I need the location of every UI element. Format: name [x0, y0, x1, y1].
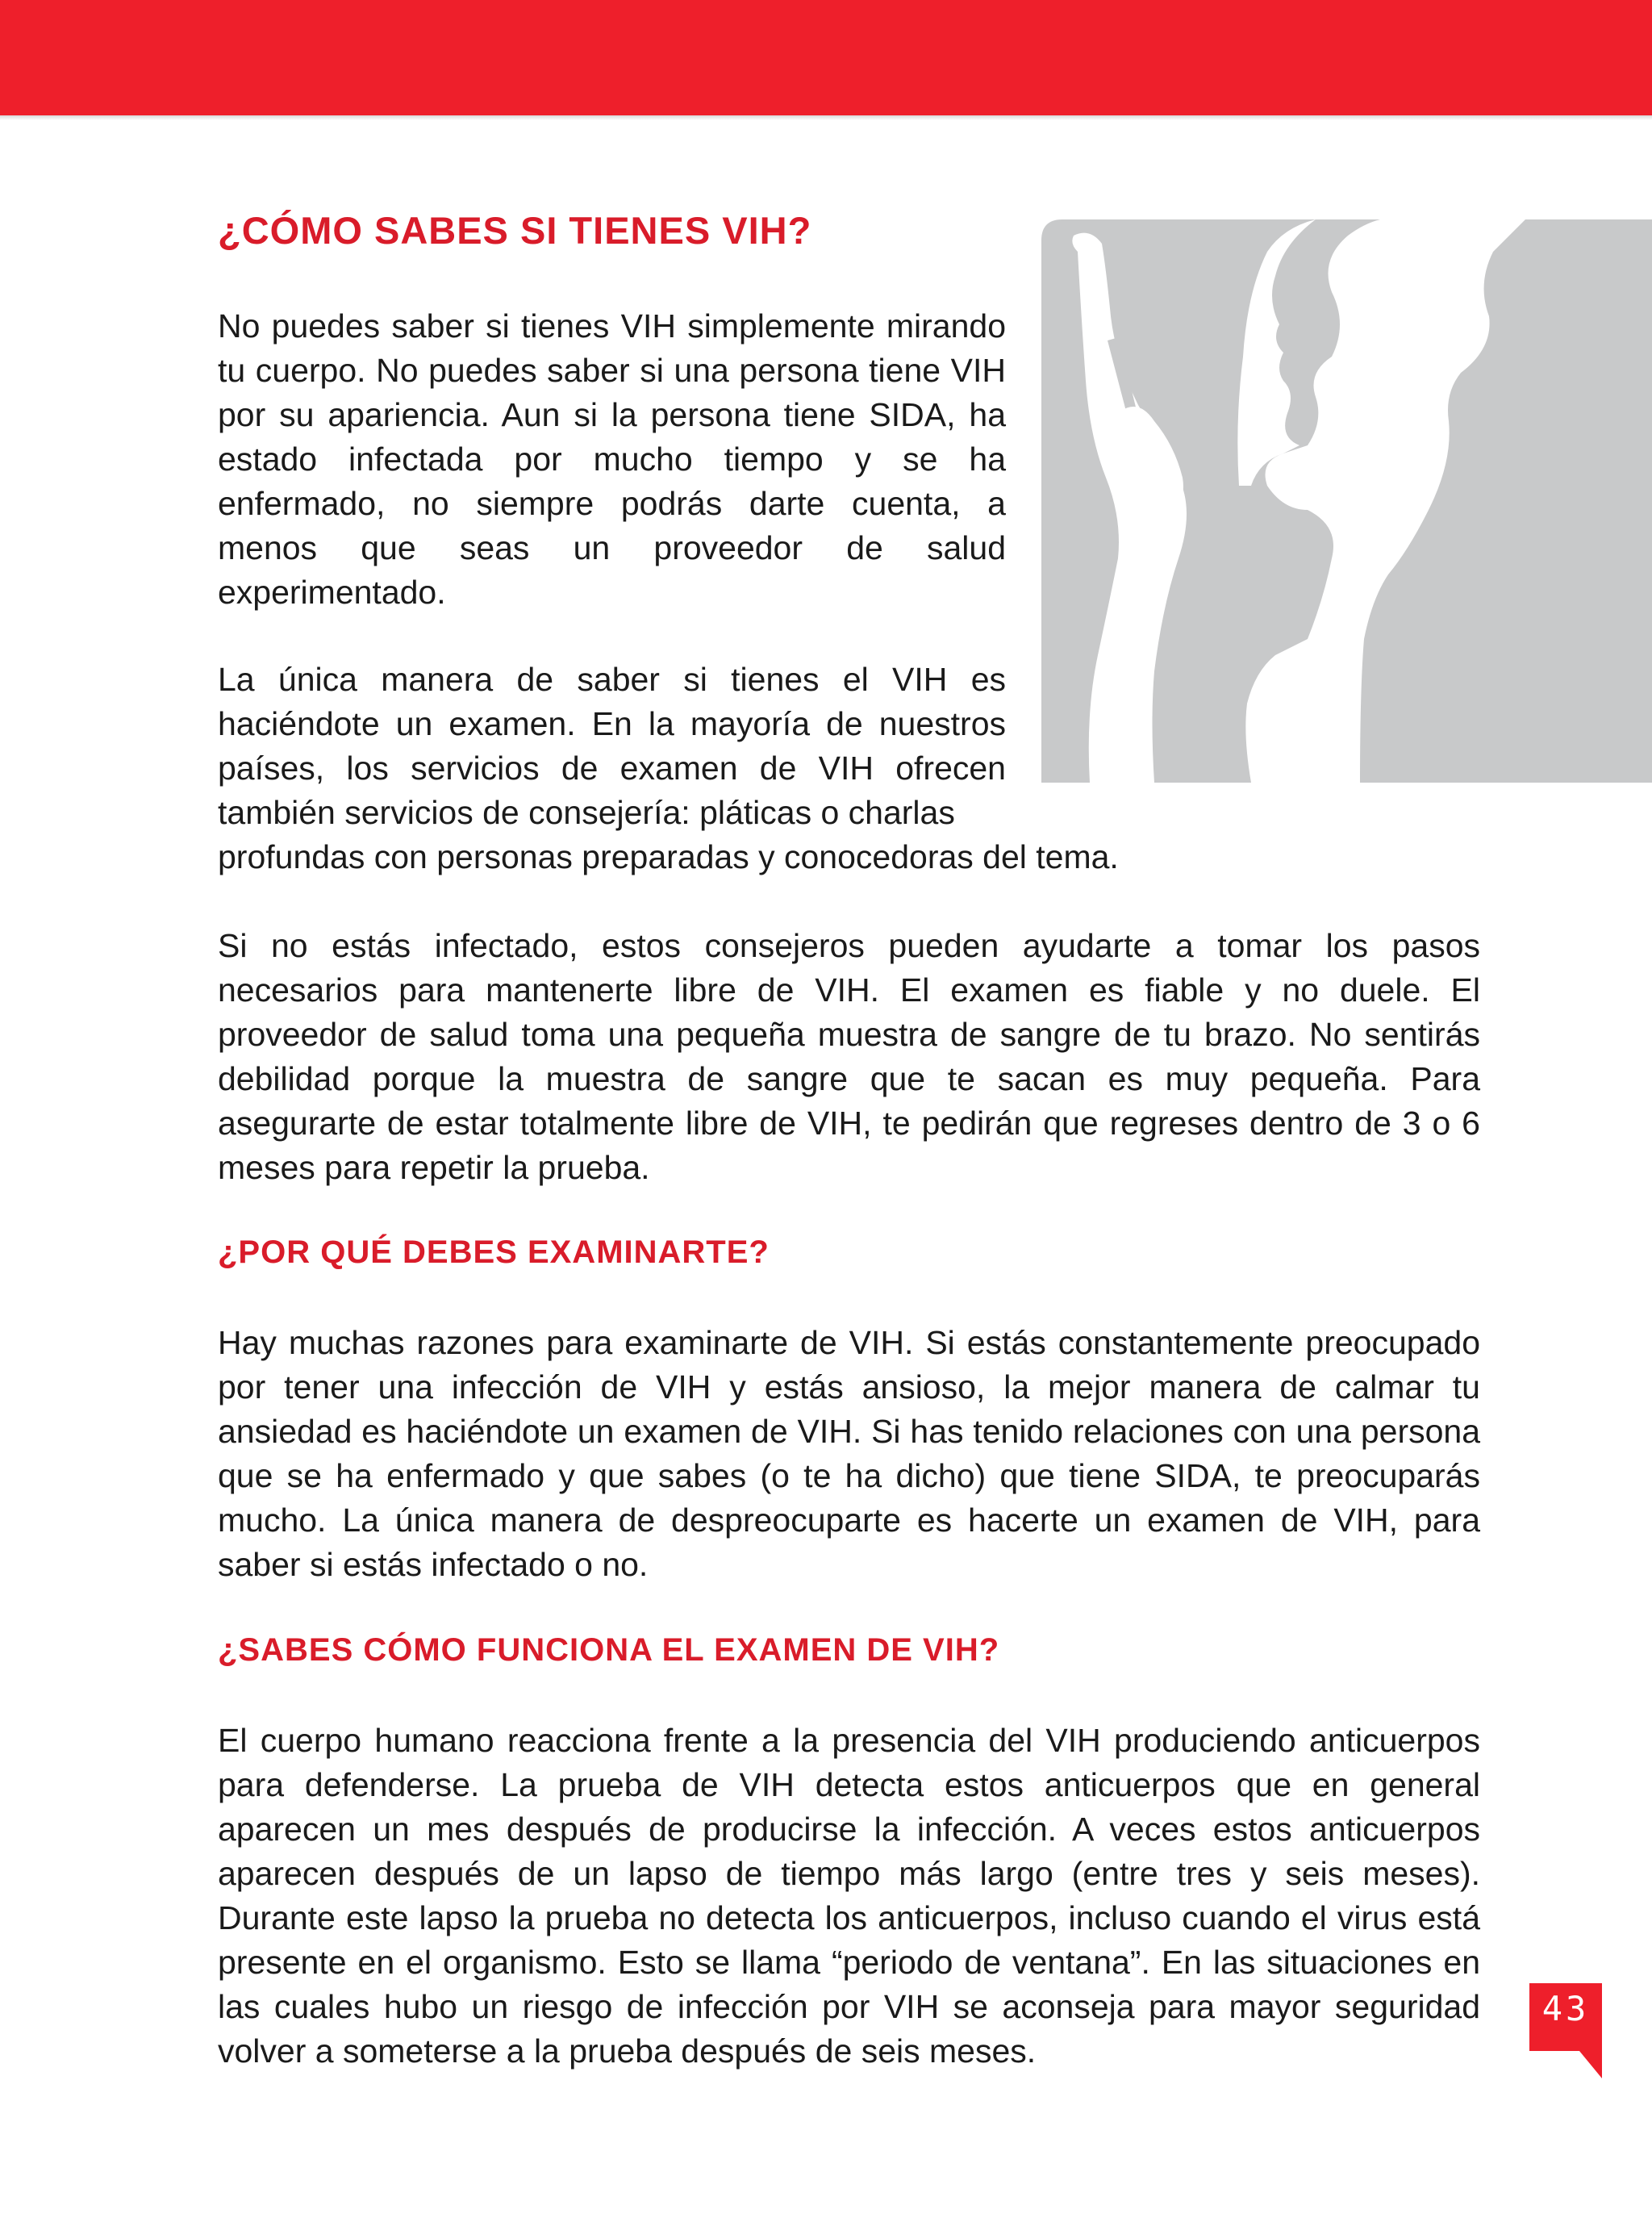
heading-why-test: ¿POR QUÉ DEBES EXAMINARTE?: [218, 1234, 770, 1270]
paragraph-reasons: Hay muchas razones para examinarte de VIH. Si estás constantemente preocupado por tener una infección de VIH y estás ansioso, la mejor manera de calmar tu ansiedad es haciéndote un examen de VIH. Si has tenido relaciones con una persona que se ha enfermado y que sabes (o te ha dicho) que tiene SIDA, te preocuparás mucho. La única manera de despreocuparte es hacerte un examen de VIH, para saber si estás infectado o no.: [218, 1324, 1480, 1583]
paragraph-counselors: Si no estás infectado, estos consejeros pueden ayudarte a tomar los pasos necesarios para mantenerte libre de VIH. El examen es fiable y no duele. El proveedor de salud toma una pequeña muestra de sangre de tu brazo. No sentirás debilidad porque la muestra de sangre que te sacan es muy pequeña. Para asegurarte de estar totalmente libre de VIH, te pedirán que regreses dentro de 3 o 6 meses para repetir la prueba.: [218, 927, 1480, 1186]
banner-shadow: [0, 115, 1652, 120]
page-number: 43: [1541, 1989, 1590, 2028]
blood-test-silhouette-illustration: [1041, 219, 1652, 783]
top-red-banner: [0, 0, 1652, 115]
heading-how-test-works: ¿SABES CÓMO FUNCIONA EL EXAMEN DE VIH?: [218, 1632, 1000, 1668]
heading-how-to-know: ¿CÓMO SABES SI TIENES VIH?: [218, 209, 812, 252]
paragraph-appearance: No puedes saber si tienes VIH simplemente mirando tu cuerpo. No puedes saber si una persona tiene VIH por su apariencia. Aun si la persona tiene SIDA, ha estado infectada por mucho tiempo y se ha enfermado, no siempre podrás darte cuenta, a menos que seas un proveedor de salud experimentado.: [218, 307, 1006, 611]
paragraph-only-way-end: profundas con personas preparadas y conocedoras del tema.: [218, 838, 1119, 875]
paragraph-only-way: [218, 658, 1119, 879]
paragraph-window-period: El cuerpo humano reacciona frente a la presencia del VIH produciendo anticuerpos para defenderse. La prueba de VIH detecta estos anticuerpos que en general aparecen un mes después de producirse la infección. A veces estos anticuerpos aparecen después de un lapso de tiempo más largo (entre tres y seis meses). Durante este lapso la prueba no detecta los anticuerpos, incluso cuando el virus está presente en el organismo. Esto se llama “periodo de ventana”. En las situaciones en las cuales hubo un riesgo de infección por VIH se aconseja para mayor seguridad volver a someterse a la prueba después de seis meses.: [218, 1722, 1480, 2070]
paragraph-only-way-main: La única manera de saber si tienes el VIH es haciéndote un examen. En la mayoría de nuestros países, los servicios de examen de VIH ofrecen también servicios de consejería: pláticas o charlas: [218, 661, 1006, 831]
